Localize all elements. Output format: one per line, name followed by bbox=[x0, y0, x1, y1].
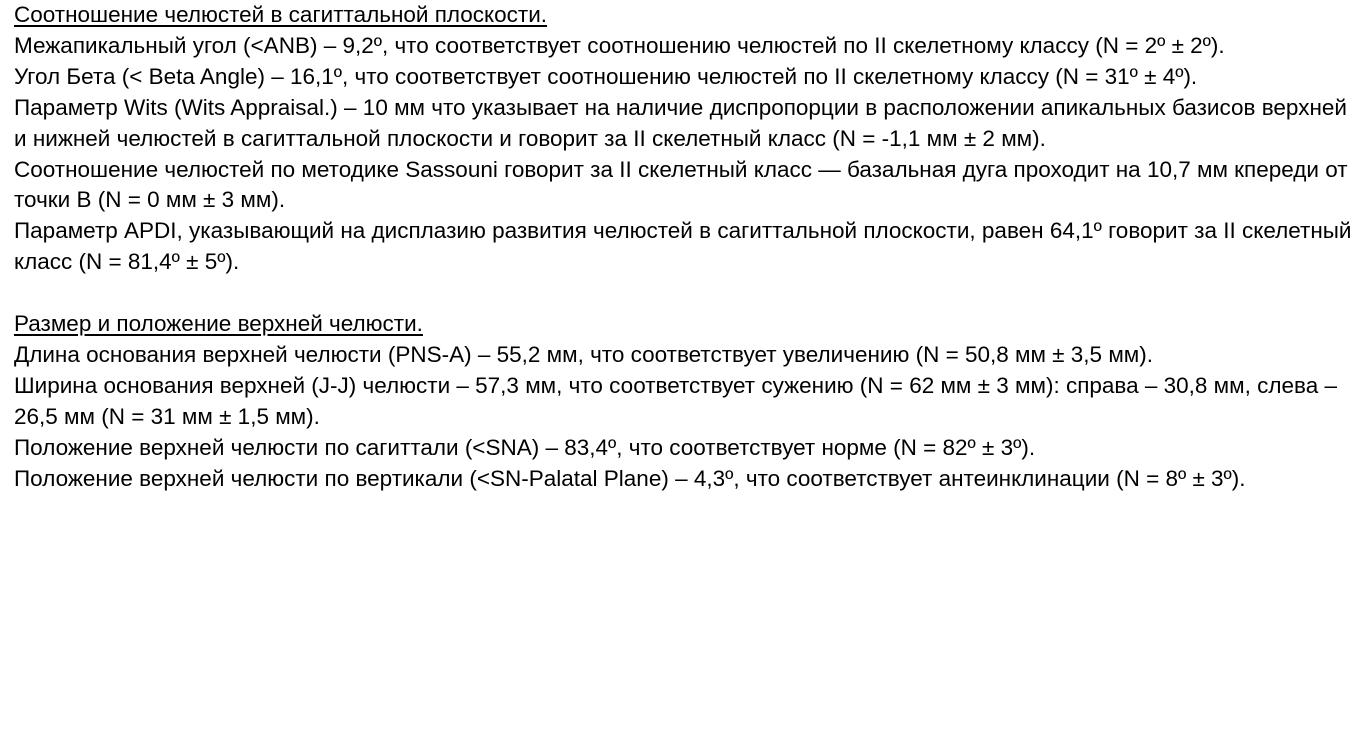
section-upper-jaw-size-position bbox=[14, 309, 1371, 494]
paragraph-pns-a: Длина основания верхней челюсти (PNS-A) – 55,2 мм, что соответствует увеличению (N = 50,8 мм ± 3,5 мм). bbox=[14, 341, 1153, 367]
section-heading: Соотношение челюстей в сагиттальной плоскости. bbox=[14, 2, 548, 27]
paragraph-j-j: Ширина основания верхней (J-J) челюсти – 57,3 мм, что соответствует сужению (N = 62 мм ± 3 мм): справа – 30,8 мм, слева – 26,5 мм (N = 31 мм ± 1,5 мм). bbox=[14, 372, 1337, 429]
paragraph-anb: Межапикальный угол (<ANB) – 9,2º, что соответствует соотношению челюстей по II скелетному классу (N = 2º ± 2º). bbox=[14, 32, 1225, 58]
section-sagittal-jaw-relation bbox=[14, 0, 1371, 278]
paragraph-sn-palatal-plane: Положение верхней челюсти по вертикали (<SN-Palatal Plane) – 4,3º, что соответствует антеинклинации (N = 8º ± 3º). bbox=[14, 465, 1246, 491]
paragraph-beta-angle: Угол Бета (< Beta Angle) – 16,1º, что соответствует соотношению челюстей по II скелетному классу (N = 31º ± 4º). bbox=[14, 63, 1198, 89]
paragraph-apdi: Параметр APDI, указывающий на дисплазию развития челюстей в сагиттальной плоскости, равен 64,1º говорит за II скелетный класс (N = 81,4º ± 5º). bbox=[14, 218, 1352, 275]
paragraph-sna: Положение верхней челюсти по сагиттали (<SNA) – 83,4º, что соответствует норме (N = 82º ± 3º). bbox=[14, 434, 1036, 460]
paragraph-wits: Параметр Wits (Wits Appraisal.) – 10 мм что указывает на наличие диспропорции в расположении апикальных базисов верхней и нижней челюстей в сагиттальной плоскости и говорит за II скелетный класс (N = -1,1 мм ± 2 мм). bbox=[14, 94, 1347, 151]
section-heading: Размер и положение верхней челюсти. bbox=[14, 311, 423, 337]
paragraph-sassouni: Соотношение челюстей по методике Sassouni говорит за II скелетный класс — базальная дуга проходит на 10,7 мм кпереди от точки B (N = 0 мм ± 3 мм). bbox=[14, 156, 1348, 213]
